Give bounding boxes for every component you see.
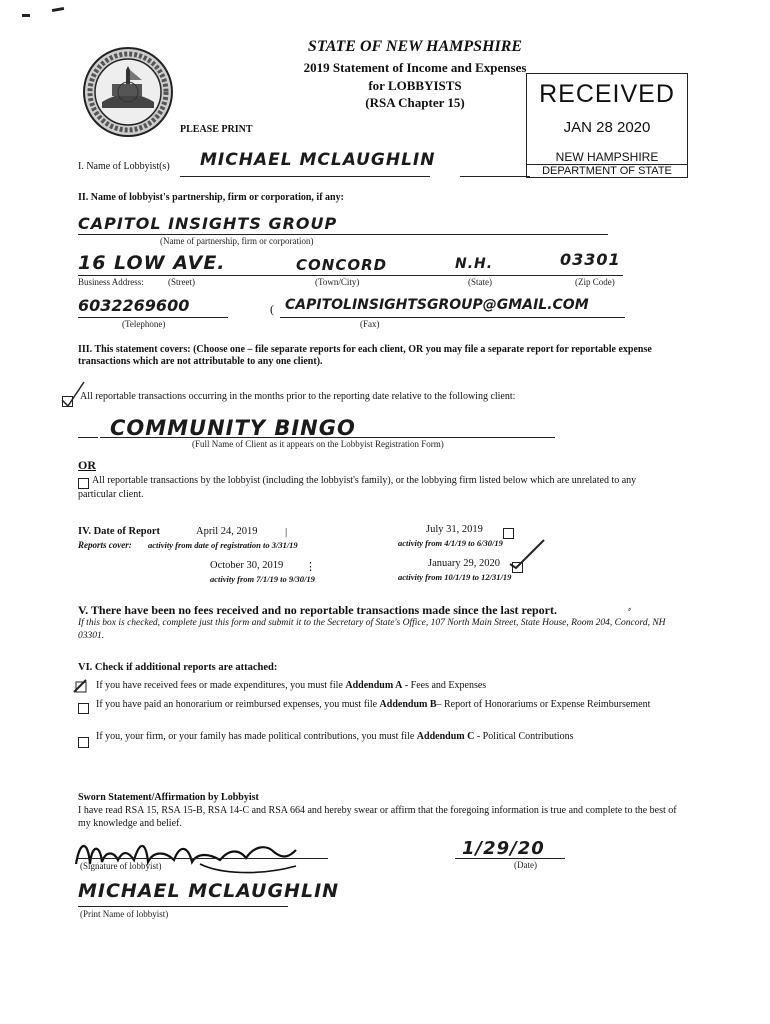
date-value: 1/29/20 [462, 838, 545, 859]
addendum-c-text [96, 731, 573, 742]
report-date-1-box[interactable]: | [285, 526, 288, 538]
form-title-line3: (RSA Chapter 15) [365, 95, 465, 110]
addendum-b-post: – Report of Honorariums or Expense Reimbursement [436, 699, 651, 710]
addendum-c-pre: If you, your firm, or your family has made political contributions, you must file [96, 731, 417, 742]
client-line [100, 437, 555, 438]
date-of-report-label: IV. Date of Report [78, 526, 161, 537]
print-name-value: MICHAEL MCLAUGHLIN [78, 880, 340, 902]
date-caption: (Date) [514, 860, 537, 870]
fax-caption: (Fax) [360, 319, 380, 329]
firm-line [78, 234, 608, 235]
client-value: COMMUNITY BINGO [110, 416, 356, 440]
client-line-left [78, 437, 98, 438]
phone-line [78, 317, 228, 318]
coverage-label: III. This statement covers: (Choose one – file separate reports for each client, OR you may file a separate report for reportable expense transactions which are not attributable to any one client). [78, 344, 652, 367]
checkbox-c-icon [78, 737, 89, 748]
state-value: N.H. [455, 256, 494, 272]
addendum-a-text [96, 680, 486, 691]
addendum-a-checkmark-icon [72, 676, 92, 696]
fax-paren: ( [270, 302, 274, 316]
client-caption: (Full Name of Client as it appears on the Lobbyist Registration Form) [192, 439, 444, 449]
date4-checkmark-icon [500, 536, 550, 570]
addendum-a-pre: If you have received fees or made expenditures, you must file [96, 680, 346, 691]
stamp-received: RECEIVED [539, 80, 675, 108]
state-seal-icon [82, 46, 174, 138]
report-date-1: April 24, 2019 [196, 526, 258, 537]
phone-value: 6032269600 [78, 296, 190, 315]
form-state-title: STATE OF NEW HAMPSHIRE [307, 38, 523, 55]
form-title-line2: for LOBBYISTS [368, 78, 462, 93]
or-label: OR [78, 458, 96, 472]
no-fees-label: V. There have been no fees received and no reportable transactions made since the last report. [78, 603, 557, 617]
report-date-2: July 31, 2019 [426, 524, 483, 535]
fax-line [280, 317, 625, 318]
stamp-org1: NEW HAMPSHIRE [555, 150, 659, 164]
address-line [78, 275, 623, 276]
street-value: 16 LOW AVE. [78, 252, 226, 274]
addendum-c-checkbox[interactable] [78, 733, 93, 751]
report-date-1-sub: activity from date of registration to 3/31/19 [148, 540, 298, 550]
option-unrelated-text: All reportable transactions by the lobbyist (including the lobbyist's family), or the lobbying firm listed below which are unrelated to any particular client. [78, 475, 637, 500]
no-fees-checkbox[interactable]: ⸗ [628, 604, 632, 615]
signature-line [78, 858, 328, 859]
corner-mark [22, 14, 30, 17]
phone-caption: (Telephone) [122, 319, 166, 329]
addendum-a-bold: Addendum A [345, 680, 403, 691]
firm-caption: (Name of partnership, firm or corporation) [160, 236, 314, 246]
date-line [455, 858, 565, 859]
report-date-4-sub: activity from 10/1/19 to 12/31/19 [398, 572, 512, 582]
additional-reports-label: VI. Check if additional reports are attached: [78, 662, 278, 673]
form-title-line1: 2019 Statement of Income and Expenses [303, 60, 527, 75]
received-stamp [526, 73, 688, 178]
city-value: CONCORD [296, 256, 388, 274]
no-fees-note: If this box is checked, complete just this form and submit it to the Secretary of State's Office, 107 North Main Street, State House, Room 204, Concord, NH 03301. [78, 618, 666, 641]
addendum-b-text [78, 698, 678, 712]
corner-mark-2 [52, 7, 64, 12]
report-date-3-sub: activity from 7/1/19 to 9/30/19 [210, 574, 315, 584]
zip-value: 03301 [560, 250, 621, 269]
fax-value: CAPITOLINSIGHTSGROUP@GMAIL.COM [285, 297, 589, 313]
signature-icon [70, 830, 310, 880]
report-date-3-box[interactable]: ⋮ [305, 561, 316, 573]
street-caption: (Street) [168, 277, 195, 287]
addendum-a-post: - Fees and Expenses [402, 680, 487, 691]
stamp-date: JAN 28 2020 [563, 119, 651, 136]
firm-value: CAPITOL INSIGHTS GROUP [78, 214, 338, 233]
addendum-c-post: - Political Contributions [474, 731, 574, 742]
report-date-3: October 30, 2019 [210, 560, 284, 571]
state-caption: (State) [468, 277, 492, 287]
addendum-b-bold: Addendum B [379, 699, 437, 710]
lobbyist-name-value: MICHAEL MCLAUGHLIN [200, 150, 436, 170]
firm-label: II. Name of lobbyist's partnership, firm or corporation, if any: [78, 192, 344, 203]
option-client-text: All reportable transactions occurring in the months prior to the reporting date relative to the following client: [80, 391, 516, 402]
addendum-b-pre: If you have paid an honorarium or reimbursed expenses, you must file [96, 699, 380, 710]
sworn-text: I have read RSA 15, RSA 15-B, RSA 14-C and RSA 664 and hereby swear or affirm that the foregoing information is true and complete to the best of my knowledge and belief. [78, 805, 677, 829]
addendum-c-bold: Addendum C [416, 731, 475, 742]
print-name-caption: (Print Name of lobbyist) [80, 909, 169, 919]
town-caption: (Town/City) [315, 277, 360, 287]
sworn-title: Sworn Statement/Affirmation by Lobbyist [78, 792, 259, 803]
lobbyist-name-line-2 [460, 176, 530, 177]
report-date-2-sub: activity from 4/1/19 to 6/30/19 [398, 538, 503, 548]
zip-caption: (Zip Code) [575, 277, 615, 287]
lobbyist-name-label: I. Name of Lobbyist(s) [78, 161, 170, 172]
lobbyist-name-line [180, 176, 430, 177]
business-address-caption: Business Address: [78, 277, 144, 287]
reports-cover-label: Reports cover: [78, 540, 132, 550]
stamp-org2: DEPARTMENT OF STATE [527, 164, 687, 178]
please-print: PLEASE PRINT [180, 124, 253, 135]
report-date-4: January 29, 2020 [428, 558, 501, 569]
signature-caption: (Signature of lobbyist) [80, 861, 162, 871]
print-name-line [78, 906, 288, 907]
